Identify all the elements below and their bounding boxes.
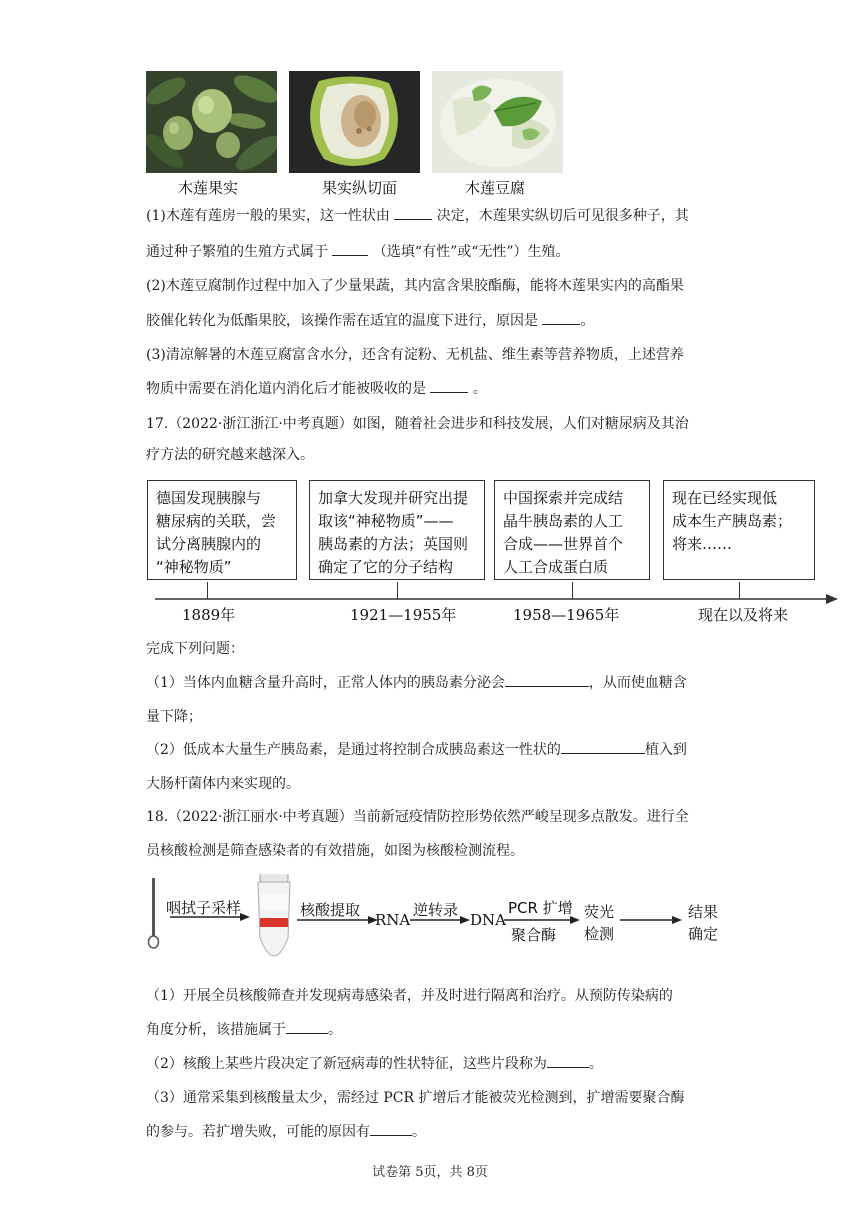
q18-part3-line2: 的参与。若扩增失败，可能的原因有 。 (146, 1124, 426, 1140)
answer-blank[interactable] (430, 380, 468, 393)
photo-caption-section: 果实纵切面 (322, 179, 398, 197)
flow-rna-label: RNA (375, 911, 411, 929)
flow-rt-label: 逆转录 (413, 901, 459, 919)
flow-diagram-graphics (142, 874, 742, 974)
timeline-box-text: 德国发现胰腺与 (156, 489, 262, 507)
timeline-box-text: 中国探索并完成结 (503, 489, 624, 507)
q18-part3-line1: （3）通常采集到核酸量太少，需经过 PCR 扩增后才能被荧光检测到，扩增需要聚合酶 (146, 1090, 685, 1106)
flow-result-label-b: 确定 (688, 925, 719, 943)
flow-swab-label: 咽拭子采样 (166, 899, 242, 917)
q16-part2-line1: (2)木莲豆腐制作过程中加入了少量果蔬，其内富含果胶酯酶，能将木莲果实内的高酯果 (146, 278, 684, 294)
timeline-box-text: 试分离胰腺内的 (156, 535, 262, 553)
q17-part2-line1: （2）低成本大量生产胰岛素，是通过将控制合成胰岛素这一性状的 植入到 (146, 742, 687, 758)
answer-blank[interactable] (542, 312, 580, 325)
q17-part1-line1: （1）当体内血糖含量升高时，正常人体内的胰岛素分泌会 ，从而使血糖含 (146, 675, 687, 691)
photo-caption-tofu: 木莲豆腐 (465, 179, 526, 197)
flow-extract-label: 核酸提取 (300, 901, 361, 919)
timeline-box-text: 糖尿病的关联，尝 (156, 512, 277, 530)
timeline-box-text: 成本生产胰岛素； (672, 512, 793, 530)
timeline-year-now: 现在以及将来 (698, 606, 789, 624)
timeline-box-text: 取该“神秘物质”—— (318, 512, 454, 530)
q18-part1-line2: 角度分析，该措施属于 。 (146, 1022, 342, 1038)
q16-part1-line2: 通过种子繁殖的生殖方式属于 （选填“有性”或“无性”）生殖。 (146, 244, 570, 260)
timeline-box-text: 胰岛素的方法；英国则 (318, 535, 469, 553)
answer-blank[interactable] (370, 1123, 412, 1136)
q16-part3-line2: 物质中需要在消化道内消化后才能被吸收的是 。 (146, 381, 487, 397)
flow-dna-label: DNA (470, 911, 506, 929)
answer-blank[interactable] (547, 1055, 589, 1068)
flow-result-label-a: 结果 (688, 903, 719, 921)
timeline-year-1921: 1921—1955年 (350, 606, 457, 624)
answer-blank[interactable] (394, 207, 432, 220)
q16-part2-line2: 胶催化转化为低酯果胶，该操作需在适宜的温度下进行，原因是 。 (146, 313, 595, 329)
timeline-year-1889: 1889年 (182, 606, 236, 624)
fruit-cross-section-photo (289, 71, 420, 173)
timeline-box-text: 合成——世界首个 (503, 535, 624, 553)
page-footer: 试卷第 5页，共 8页 (372, 1165, 488, 1180)
timeline-box-text: 现在已经实现低 (672, 489, 778, 507)
mulian-tofu-photo (432, 71, 563, 173)
q17-intro: 完成下列问题： (146, 641, 244, 657)
timeline-box-now (663, 480, 815, 580)
q17-stem-line2: 疗方法的研究越来越深入。 (146, 447, 314, 463)
answer-blank[interactable] (332, 243, 368, 256)
flow-pcr-label: PCR 扩增 (508, 899, 573, 917)
flow-enzyme-label: 聚合酶 (511, 926, 557, 944)
mulian-fruit-photo (146, 71, 277, 173)
flow-fluorescence-label-a: 荧光 (584, 903, 615, 921)
q18-part1-line1: （1）开展全员核酸筛查并发现病毒感染者，并及时进行隔离和治疗。从预防传染病的 (146, 988, 673, 1004)
q18-stem-line1: 18.（2022·浙江丽水·中考真题）当前新冠疫情防控形势依然严峻呈现多点散发。进行全 (146, 809, 689, 825)
answer-blank[interactable] (505, 674, 589, 687)
photo-caption-fruit: 木莲果实 (178, 179, 239, 197)
timeline-box-text: 加拿大发现并研究出提 (318, 489, 469, 507)
timeline-box-text: 晶牛胰岛素的人工 (503, 512, 624, 530)
timeline-box-1958 (494, 480, 650, 580)
flow-fluorescence-label-b: 检测 (584, 925, 615, 943)
q16-part1-line1: (1)木莲有莲房一般的果实，这一性状由 决定，木莲果实纵切后可见很多种子，其 (146, 208, 689, 224)
timeline-box-text: 将来…… (672, 535, 733, 553)
timeline-box-text: “神秘物质” (156, 558, 232, 576)
timeline-box-1921 (309, 480, 485, 580)
timeline-year-1958: 1958—1965年 (513, 606, 620, 624)
q17-stem-line1: 17.（2022·浙江浙江·中考真题）如图，随着社会进步和科技发展，人们对糖尿病及其治 (146, 416, 689, 432)
timeline-box-1889 (147, 480, 297, 580)
timeline-box-text: 人工合成蛋白质 (503, 558, 609, 576)
answer-blank[interactable] (286, 1021, 328, 1034)
answer-blank[interactable] (561, 741, 645, 754)
q17-part2-line2: 大肠杆菌体内来实现的。 (146, 776, 300, 792)
q17-part1-line2: 量下降； (146, 709, 202, 725)
q18-stem-line2: 员核酸检测是筛查感染者的有效措施，如图为核酸检测流程。 (146, 843, 524, 859)
q18-part2-line1: （2）核酸上某些片段决定了新冠病毒的性状特征，这些片段称为 。 (146, 1056, 603, 1072)
q16-part3-line1: (3)清凉解暑的木莲豆腐富含水分，还含有淀粉、无机盐、维生素等营养物质，上述营养 (146, 347, 684, 363)
timeline-box-text: 确定了它的分子结构 (318, 558, 454, 576)
